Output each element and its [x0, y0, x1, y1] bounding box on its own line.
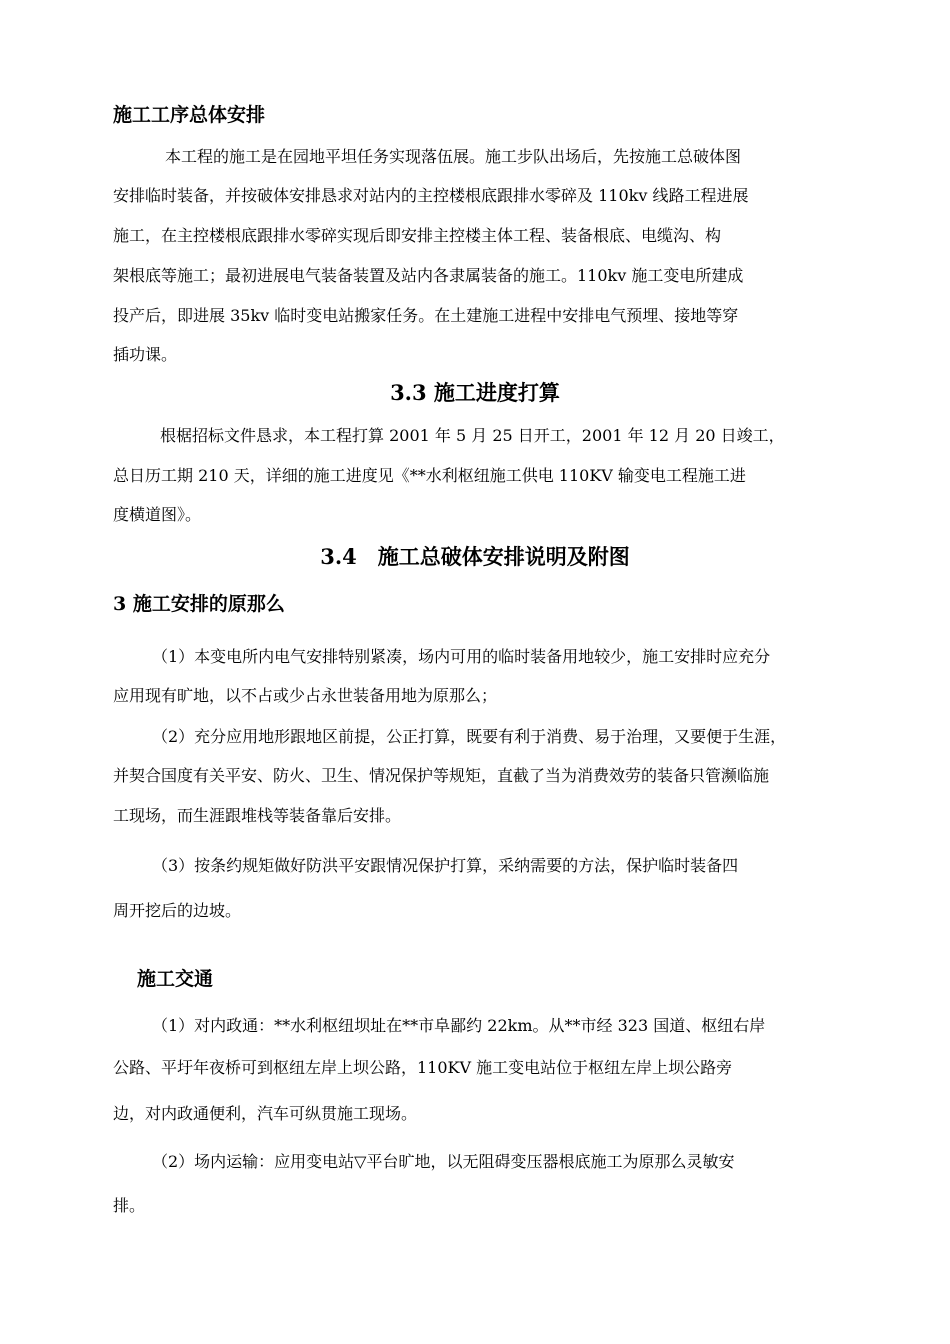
paragraph-line: 应用现有旷地，以不占或少占永世装备用地为原那么；	[113, 686, 498, 705]
paragraph-line: 度横道图》。	[113, 505, 202, 524]
paragraph-line: 根椐招标文件恳求，本工程打算 2001 年 5 月 25 日开工，2001 年 12 月 20 日竣工，	[160, 426, 785, 445]
paragraph-line: （1）对内政通：**水利枢纽坝址在**市阜鄙约 22km。从**市经 323 国道、枢纽右岸	[152, 1016, 766, 1035]
section-heading-principles: 3 施工安排的原那么	[113, 593, 285, 615]
paragraph-line: 排。	[113, 1196, 146, 1215]
paragraph-line: 总日历工期 210 天，详细的施工进度见《**水利枢纽施工供电 110KV 输变电工程施工进	[113, 466, 746, 485]
section-heading-schedule: 3.3 施工进度打算	[390, 380, 560, 405]
paragraph-line: 施工，在主控楼根底跟排水零碎实现后即安排主控楼主体工程、装备根底、电缆沟、构	[113, 226, 722, 245]
section-heading-overall-sequence: 施工工序总体安排	[113, 104, 266, 126]
paragraph-line: 工现场，而生涯跟堆栈等装备靠后安排。	[113, 806, 402, 825]
paragraph-line: （1）本变电所内电气安排特别紧凑，场内可用的临时装备用地较少，施工安排时应充分	[152, 647, 771, 666]
paragraph-line: 本工程的施工是在园地平坦任务实现落伍展。施工步队出场后，先按施工总破体图	[165, 147, 742, 166]
paragraph-line: 公路、平圩年夜桥可到枢纽左岸上坝公路，110KV 施工变电站位于枢纽左岸上坝公路旁	[113, 1058, 733, 1077]
paragraph-line: 插功课。	[113, 345, 178, 364]
paragraph-line: （2）场内运输：应用变电站▽平台旷地，以无阻碍变压器根底施工为原那么灵敏安	[152, 1152, 735, 1171]
paragraph-line: 周开挖后的边坡。	[113, 901, 242, 920]
paragraph-line: （3）按条约规矩做好防洪平安跟情况保护打算，采纳需要的方法，保护临时装备四	[152, 856, 739, 875]
paragraph-line: 投产后，即进展 35kv 临时变电站搬家任务。在土建施工进程中安排电气预埋、接地等穿	[113, 306, 739, 325]
section-heading-layout: 3.4 施工总破体安排说明及附图	[320, 544, 630, 569]
paragraph-line: （2）充分应用地形跟地区前提，公正打算，既要有利于消费、易于治理，又要便于生涯，	[152, 727, 787, 746]
paragraph-line: 架根底等施工；最初进展电气装备装置及站内各隶属装备的施工。110kv 施工变电所建成	[113, 266, 744, 285]
paragraph-line: 边，对内政通便利，汽车可纵贯施工现场。	[113, 1104, 418, 1123]
section-heading-traffic: 施工交通	[137, 968, 214, 990]
paragraph-line: 安排临时装备，并按破体安排恳求对站内的主控楼根底跟排水零碎及 110kv 线路工程进展	[113, 186, 749, 205]
paragraph-line: 并契合国度有关平安、防火、卫生、情况保护等规矩，直截了当为消费效劳的装备只管濒临施	[113, 766, 770, 785]
